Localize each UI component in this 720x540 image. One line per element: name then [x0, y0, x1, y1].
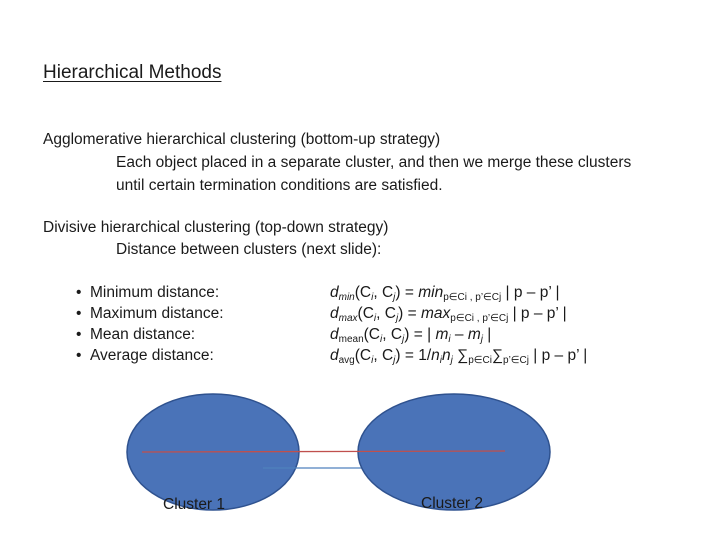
- formula-mean: $d_{mean}(C_i$, $C_j$) = | $m_i - m_j$ |: [330, 326, 492, 345]
- cluster-2-ellipse: [358, 394, 550, 510]
- cluster-1-label: Cluster 1: [163, 496, 226, 513]
- bullet: •: [76, 326, 82, 343]
- slide-title: Hierarchical Methods: [43, 62, 222, 83]
- agglomerative-heading: Agglomerative hierarchical clustering (bottom-up strategy): [43, 131, 441, 148]
- formula-max: $d_{max}(C_i$, $C_j) = \max_{p\in Ci , p’\in Cj}$ | p – p’ |: [330, 305, 567, 324]
- bullet: •: [76, 347, 82, 364]
- divisive-line-1: Distance between clusters (next slide):: [116, 241, 382, 258]
- measure-label: Average distance:: [90, 347, 214, 364]
- measure-label: Minimum distance:: [90, 284, 220, 301]
- formula-min: $d_{min}(C_i$, $C_j) = \min_{p\in Ci , p’\in Cj}$ | p – p’ |: [330, 284, 560, 303]
- bullet: •: [76, 284, 82, 301]
- cluster-2-label: Cluster 2: [421, 495, 484, 512]
- agglomerative-line-1: Each object placed in a separate cluster, and then we merge these clusters: [116, 154, 632, 171]
- measure-label: Maximum distance:: [90, 305, 224, 322]
- divisive-heading: Divisive hierarchical clustering (top-down strategy): [43, 219, 389, 236]
- bullet: •: [76, 305, 82, 322]
- formula-avg: $d_{avg}(C_i$, $C_j) = 1/n_in_j$ $\sum_{p\in Ci}\sum_{p’\in Cj}$ | p – p’ |: [330, 347, 588, 366]
- agglomerative-line-2: until certain termination conditions are satisfied.: [116, 177, 443, 194]
- measure-label: Mean distance:: [90, 326, 196, 343]
